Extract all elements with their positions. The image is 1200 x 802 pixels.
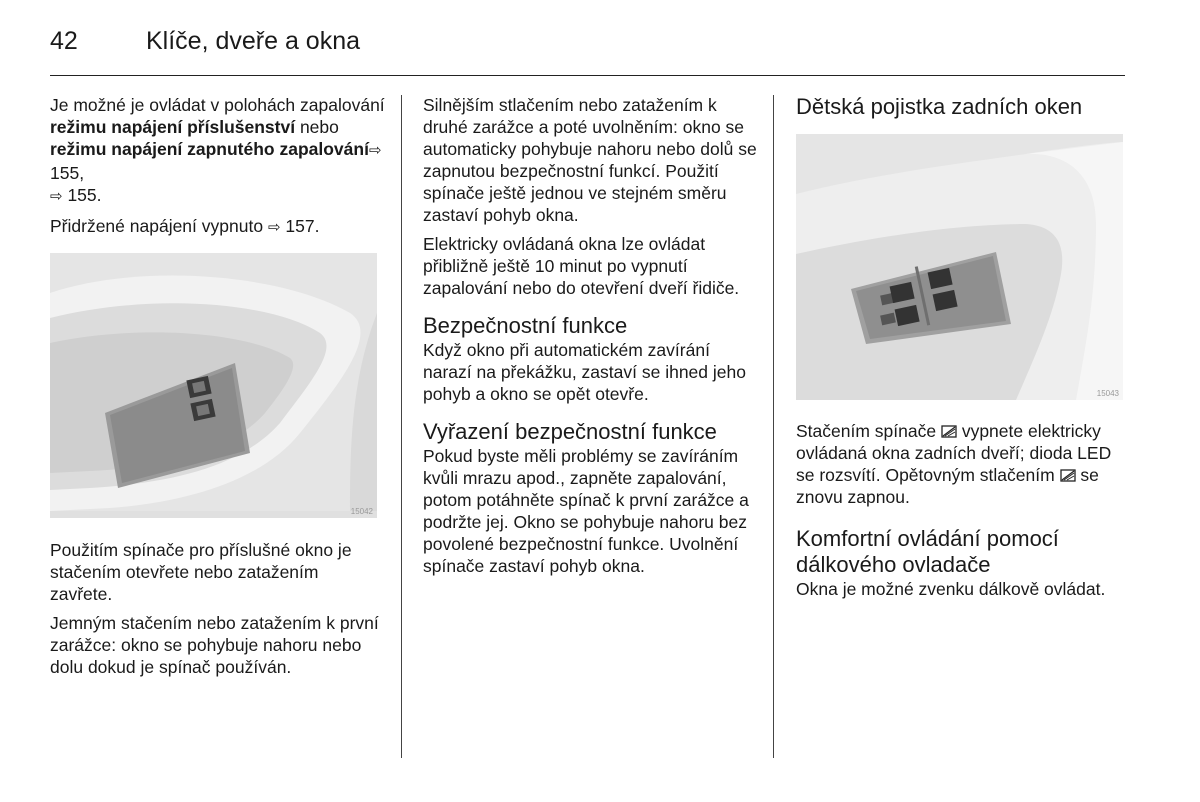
paragraph: Stačením spínače vypnete elektricky ovládaná okna zadních dveří; dioda LED se rozsvítí. Opětovným stlačením se znovu zapnou. [796, 421, 1112, 507]
paragraph: Jemným stačením nebo zatažením k první zarážce: okno se pohybuje nahoru nebo dolu dokud je spínač používán. [50, 613, 379, 677]
paragraph: Přidržené napájení vypnuto ⇨ 157. [50, 215, 385, 239]
chapter-title: Klíče, dveře a okna [146, 27, 361, 55]
column-1 [50, 94, 385, 685]
paragraph: Je možné je ovládat v polohách zapalování režimu napájení příslušenství nebo režimu napájení zapnutého zapalování⇨ 155, ⇨ 155. [50, 94, 385, 208]
page-ref-arrow-icon: ⇨ [368, 142, 382, 159]
paragraph: Silnějším stlačením nebo zatažením k druhé zarážce a poté uvolněním: okno se automaticky pohybuje nahoru nebo dolů se zapnutou bezpečnostní funkcí. Použití spínače ještě jednou ve stejném směru zastaví pohyb okna. [423, 95, 757, 225]
section-heading: Dětská pojistka zadních oken [796, 94, 1083, 119]
section-heading: Bezpečnostní funkce [423, 313, 628, 338]
column-3 [796, 94, 1131, 607]
page-ref-link[interactable]: 155. [62, 185, 102, 205]
paragraph: Použitím spínače pro příslušné okno je stačením otevřete nebo zatažením zavřete. [50, 540, 352, 604]
column-divider [773, 95, 774, 758]
paragraph: Elektricky ovládaná okna lze ovládat přibližně ještě 10 minut po vypnutí zapalování nebo do otevření dveří řidiče. [423, 234, 740, 298]
figure-child-lock-switch [796, 134, 1123, 400]
figure-number: 15043 [1096, 389, 1119, 398]
door-panel-illustration [796, 134, 1123, 400]
figure-number: 15042 [350, 507, 373, 516]
door-panel-illustration [50, 253, 377, 518]
section-heading: Vyřazení bezpečnostní funkce [423, 419, 717, 444]
page-ref-link[interactable]: 157. [280, 216, 320, 236]
figure-window-switch [50, 253, 377, 518]
header-rule [50, 75, 1125, 76]
paragraph: Pokud byste měli problémy se zavíráním kvůli mrazu apod., zapněte zapalování, potom potáhněte spínač k první zarážce a podržte jej. Okno se pohybuje nahoru bez povolené bezpečnostní funkce. Uvolnění spínače zastaví pohyb okna. [423, 446, 749, 576]
page-ref-link[interactable]: 155, [50, 163, 85, 183]
paragraph: Když okno při automatickém zavírání narazí na překážku, zastaví se ihned jeho pohyb a okno se opět otevře. [423, 340, 746, 404]
column-divider [401, 95, 402, 758]
child-lock-window-icon [941, 424, 957, 438]
child-lock-window-icon [1060, 468, 1076, 482]
page-ref-arrow-icon: ⇨ [50, 188, 63, 205]
page-ref-arrow-icon: ⇨ [267, 219, 281, 236]
paragraph: Okna je možné zvenku dálkově ovládat. [796, 579, 1106, 599]
column-2 [423, 94, 758, 584]
page-number: 42 [50, 27, 78, 55]
section-heading: Komfortní ovládání pomocí dálkového ovladače [796, 526, 1059, 577]
